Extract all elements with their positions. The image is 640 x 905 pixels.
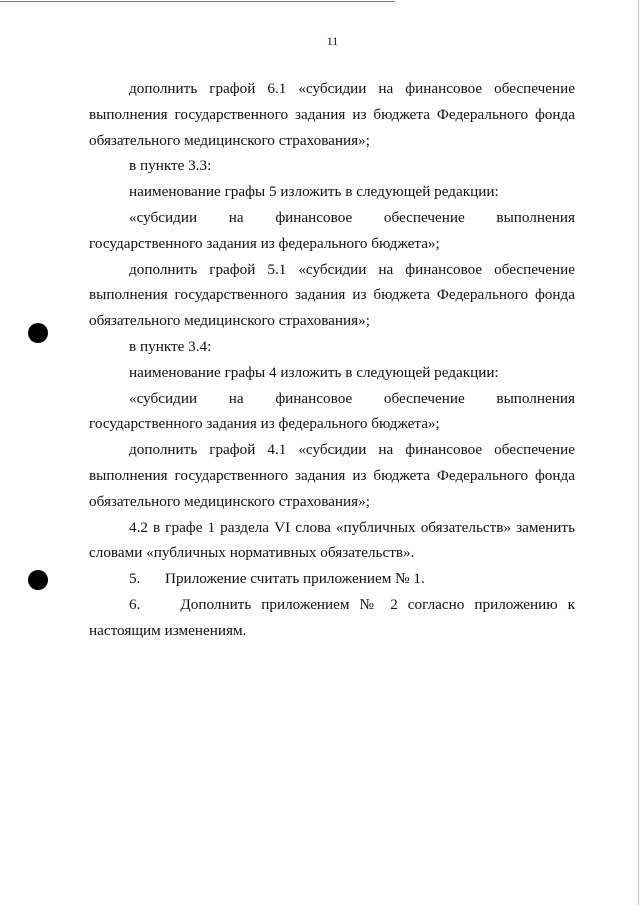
punch-hole-icon (28, 323, 48, 343)
item-text: Приложение считать приложением № 1. (165, 570, 425, 588)
item-number: 5. (129, 570, 141, 588)
numbered-item (89, 566, 575, 592)
punch-hole-icon (28, 570, 48, 590)
paragraph: наименование графы 4 изложить в следующей редакции: (129, 363, 499, 381)
scan-edge-line (638, 0, 639, 905)
page-number: 11 (326, 34, 339, 48)
paragraph: дополнить графой 5.1 «субсидии на финансовое обеспечение выполнения государственного задания из бюджета Федерального фонда обязательного медицинского страхования»; (89, 260, 575, 330)
paragraph-line: государственного задания из федерального бюджета»; (89, 234, 440, 252)
item-text: Дополнить приложением № 2 согласно приложению к настоящим изменениям. (89, 595, 576, 639)
paragraph: в пункте 3.4: (129, 337, 212, 355)
item-paragraph (89, 592, 575, 644)
paragraph: дополнить графой 4.1 «субсидии на финансовое обеспечение выполнения государственного задания из бюджета Федерального фонда обязательного медицинского страхования»; (89, 441, 575, 510)
paragraph-line: «субсидии на финансовое обеспечение выполнения (129, 208, 575, 226)
paragraph: 4.2 в графе 1 раздела VI слова «публичных обязательств» заменить словами «публичных нормативных обязательств». (89, 518, 575, 562)
paragraph-line: государственного задания из федерального бюджета»; (89, 415, 440, 433)
paragraph: наименование графы 5 изложить в следующей редакции: (129, 183, 499, 201)
paragraph-line: «субсидии на финансовое обеспечение выполнения (129, 389, 575, 407)
paragraph: дополнить графой 6.1 «субсидии на финансовое обеспечение выполнения государственного задания из бюджета Федерального фонда обязательного медицинского страхования»; (89, 80, 575, 149)
numbered-item (89, 592, 575, 644)
scan-artifact-line (0, 1, 395, 2)
paragraph: в пункте 3.3: (129, 157, 212, 175)
document-body (89, 76, 575, 644)
item-number: 6. (129, 595, 141, 613)
